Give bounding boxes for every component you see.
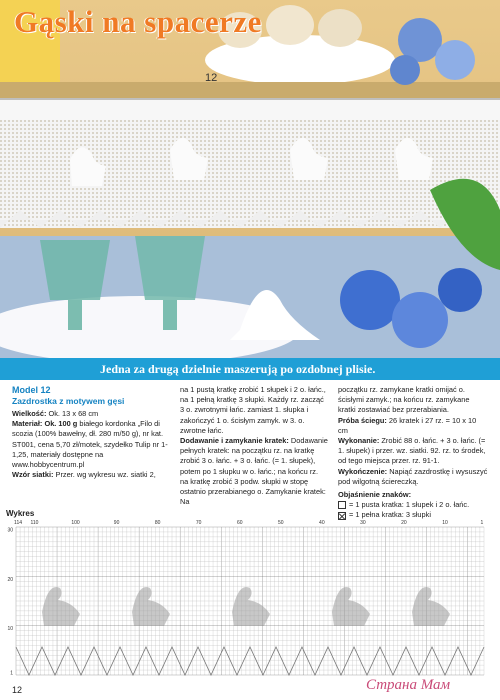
photo-number: 12 <box>205 72 218 84</box>
left-tick-label: 20 <box>7 576 13 583</box>
material-paragraph: Materiał: Ok. 100 g białego kordonka „Filo di scozia (100% bawełny, dł. 280 m/50 g), nr kat. ST001, cena 5,70 zł/motek, szydełko Tulip nr 1-1,25, materiały dostępne na www.hobbycentrum.pl <box>12 419 168 470</box>
legend-heading: Objaśnienie znaków: <box>338 490 412 500</box>
model-title: Model 12 <box>12 385 51 395</box>
top-tick-label: 70 <box>195 520 202 526</box>
article-column-3 <box>338 385 488 521</box>
pattern-paragraph: Wzór siatki: Przer. wg wykresu wz. siatki 2, <box>12 470 156 480</box>
goose-shape <box>132 587 170 626</box>
top-tick-label: 90 <box>113 520 120 526</box>
top-tick-label: 114 <box>14 520 23 526</box>
gauge-paragraph: Próba ściegu: 26 kratek i 27 rz. = 10 x 10 cm <box>338 415 477 435</box>
execution-paragraph: Wykonanie: Zrobić 88 o. łańc. + 3 o. łańc. (= 1. słupek) i przer. wz. siatki. 92. rz. to środek, od tego miejsca przer. rz. 91-1. <box>338 436 486 466</box>
top-tick-label: 80 <box>154 520 161 526</box>
model-subtitle: Zazdrostka z motywem gęsi <box>12 396 125 406</box>
goose-shape <box>332 587 370 626</box>
legend-empty: = 1 pusta kratka: 1 słupek i 2 o. łańc. <box>338 500 488 510</box>
increase-decrease-paragraph: Dodawanie i zamykanie kratek: Dodawanie pełnych kratek: na początku rz. na kratkę zrobić 3 o. łańc. + 3 o. łańc. (= 1. słupek), potem po 1 słupku w o. łańc.; na końcu rz. na kratkę zrobić 3 podw. słupki w stopę ostatnio przerabianego o. Zamykanie kratek: Na <box>180 436 328 507</box>
chart-title: Wykres <box>6 509 35 518</box>
watermark: Страна Мам <box>366 677 451 693</box>
left-tick-label: 30 <box>7 527 13 534</box>
finishing-paragraph: Wykończenie: Napiąć zazdrostkę i wysuszyć pod wilgotną ściereczką. <box>338 466 488 486</box>
top-tick-label: 30 <box>360 520 366 526</box>
top-tick-label: 50 <box>278 520 284 526</box>
top-tick-label: 20 <box>401 520 407 526</box>
legend-full: = 1 pełna kratka: 3 słupki <box>338 510 488 520</box>
top-tick-label: 60 <box>236 520 243 526</box>
top-tick-label: 110 <box>30 520 39 526</box>
top-tick-label: 1 <box>480 520 484 526</box>
photo-caption: Jedna za drugą dzielnie maszerują po ozdobnej plisie. <box>0 358 500 380</box>
top-tick-label: 40 <box>319 520 325 526</box>
empty-square-icon <box>338 501 346 509</box>
article-column-2 <box>180 385 328 507</box>
goose-shape <box>42 587 80 626</box>
page-number: 12 <box>12 685 23 695</box>
left-tick-label: 10 <box>7 626 13 633</box>
continuation-paragraph: początku rz. zamykane kratki omijać o. ścisłymi zamyk.; na końcu rz. zamykane kratki zostawiać bez przerabiania. <box>338 385 470 415</box>
goose-motifs <box>42 587 450 626</box>
size-paragraph: Wielkość: Ok. 13 x 68 cm <box>12 409 99 418</box>
top-tick-label: 10 <box>442 520 448 526</box>
page-title: Gąski na spacerze <box>14 4 262 39</box>
top-tick-label: 100 <box>71 520 80 526</box>
goose-shape <box>412 587 450 626</box>
crochet-chart <box>0 517 500 687</box>
article-column-1 <box>12 385 170 480</box>
left-tick-label: 1 <box>10 670 13 677</box>
instructions-paragraph: na 1 pustą kratkę zrobić 1 słupek i 2 o. łańc., na 1 pełną kratkę 3 słupki. Każdy rz. zacząć 3 o. zwrotnymi łańc. zamiast 1. słupka i zakończyć 1 o. ścisłym zamyk. w 3. o. zwrotne łańc. <box>180 385 326 435</box>
